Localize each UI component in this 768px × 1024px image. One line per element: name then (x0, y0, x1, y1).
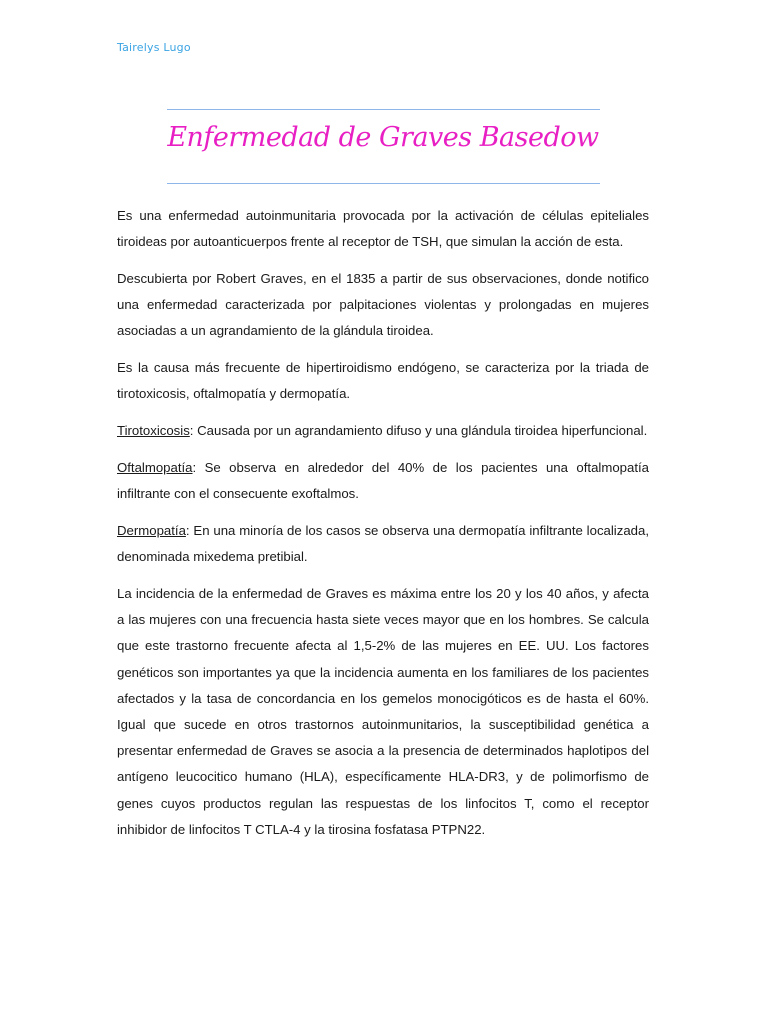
intro-paragraph: Es una enfermedad autoinmunitaria provocada por la activación de células epiteliales tiroideas por autoanticuerpos frente al receptor de TSH, que simulan la acción de esta. (117, 208, 649, 250)
definition-term: Tirotoxicosis (117, 423, 190, 439)
definition-dermopatia (117, 518, 649, 570)
definition-term: Oftalmopatía (117, 460, 193, 475)
definition-text: : En una minoría de los casos se observa una dermopatía infiltrante localizada, denominada mixedema pretibial. (117, 523, 649, 565)
epidemiology-paragraph: La incidencia de la enfermedad de Graves es máxima entre los 20 y los 40 años, y afecta a las mujeres con una frecuencia hasta siete veces mayor que en los hombres. Se calcula que este trastorno frecuente afecta al 1,5-2% de las mujeres en EE. UU. Los factores genéticos son importantes ya que la incidencia aumenta en los familiares de los pacientes afectados y la tasa de concordancia en los gemelos monocigóticos es de hasta el 60%. Igual que sucede en otros trastornos autoinmunitarios, la susceptibilidad genética a presentar enfermedad de Graves se asocia a la presencia de determinados haplotipos del antígeno leucocitico humano (HLA), específicamente HLA-DR3, y de polimorfismo de genes cuyos productos regulan las respuestas de los linfocitos T, como el receptor inhibidor de linfocitos T CTLA-4 y la tirosina fosfatasa PTPN22. (117, 586, 649, 837)
document-body (117, 203, 649, 854)
triad-paragraph: Es la causa más frecuente de hipertiroidismo endógeno, se caracteriza por la triada de tirotoxicosis, oftalmopatía y dermopatía. (117, 360, 649, 402)
definition-tirotoxicosis (117, 418, 649, 444)
definition-text: : Causada por un agrandamiento difuso y una glándula tiroidea hiperfuncional. (189, 423, 648, 439)
history-paragraph: Descubierta por Robert Graves, en el 1835 a partir de sus observaciones, donde notifico una enfermedad caracterizada por palpitaciones violentas y prolongadas en mujeres asociadas a un agrandamiento de la glándula tiroidea. (117, 271, 649, 339)
title-bottom-rule (167, 183, 600, 184)
definition-text: : Se observa en alrededor del 40% de los pacientes una oftalmopatía infiltrante con el consecuente exoftalmos. (117, 460, 649, 502)
definition-term: Dermopatía (117, 523, 186, 538)
author-name: Tairelys Lugo (117, 41, 191, 54)
definition-oftalmopatia (117, 455, 649, 507)
title-top-rule (167, 109, 600, 110)
document-title: Enfermedad de Graves Basedow (167, 122, 599, 153)
